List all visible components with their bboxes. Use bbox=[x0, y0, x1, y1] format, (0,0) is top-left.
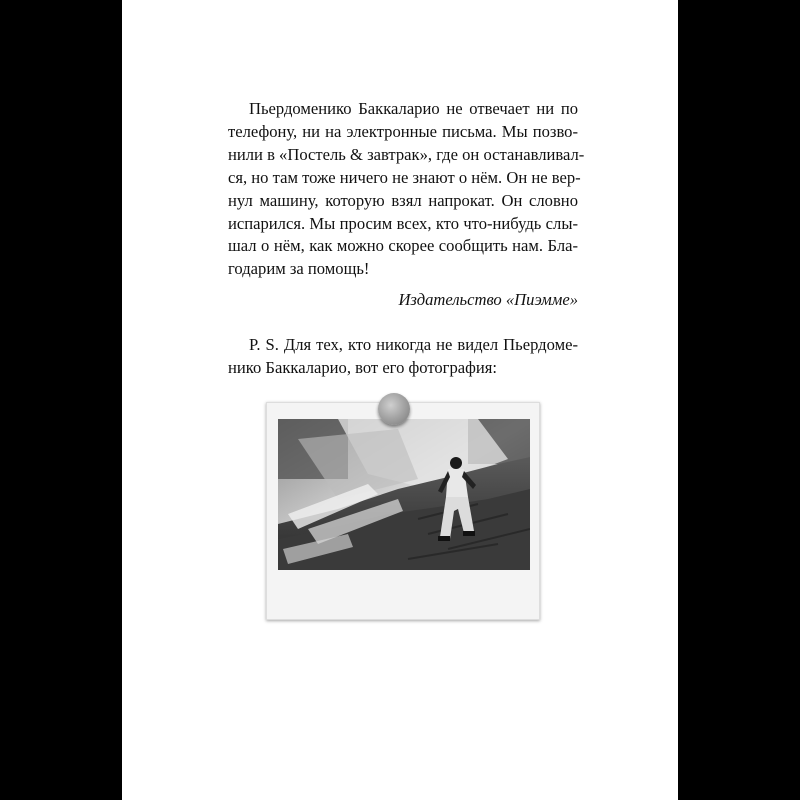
paragraph-line: шал о нём, как можно скорее сообщить нам. Бла- bbox=[228, 236, 578, 256]
waterfall-photo-image bbox=[278, 419, 530, 570]
publisher-signature: Издательство «Пиэмме» bbox=[398, 290, 578, 310]
paragraph-line: Пьердоменико Баккаларио не отвечает ни по bbox=[249, 99, 578, 118]
postscript-line: P. S. Для тех, кто никогда не видел Пьердоме- bbox=[249, 335, 578, 355]
paragraph-line: нул машину, которую взял напрокат. Он словно bbox=[228, 190, 578, 210]
pushpin-icon bbox=[378, 393, 410, 425]
page-text bbox=[228, 98, 585, 380]
paragraph-line: нили в «Постель & завтрак», где он останавливал- bbox=[228, 144, 585, 164]
postscript-line: нико Баккаларио, вот его фотография: bbox=[228, 358, 498, 378]
paragraph-line: годарим за помощь! bbox=[228, 259, 370, 279]
paragraph-line: ся, но там тоже ничего не знают о нём. Он не вер- bbox=[228, 167, 581, 187]
paragraph-line: испарился. Мы просим всех, кто что-нибудь слы- bbox=[228, 213, 578, 233]
photo-frame bbox=[266, 402, 540, 620]
author-photo bbox=[278, 419, 530, 570]
book-page bbox=[122, 0, 678, 800]
paragraph-line: телефону, ни на электронные письма. Мы позво- bbox=[228, 121, 578, 141]
